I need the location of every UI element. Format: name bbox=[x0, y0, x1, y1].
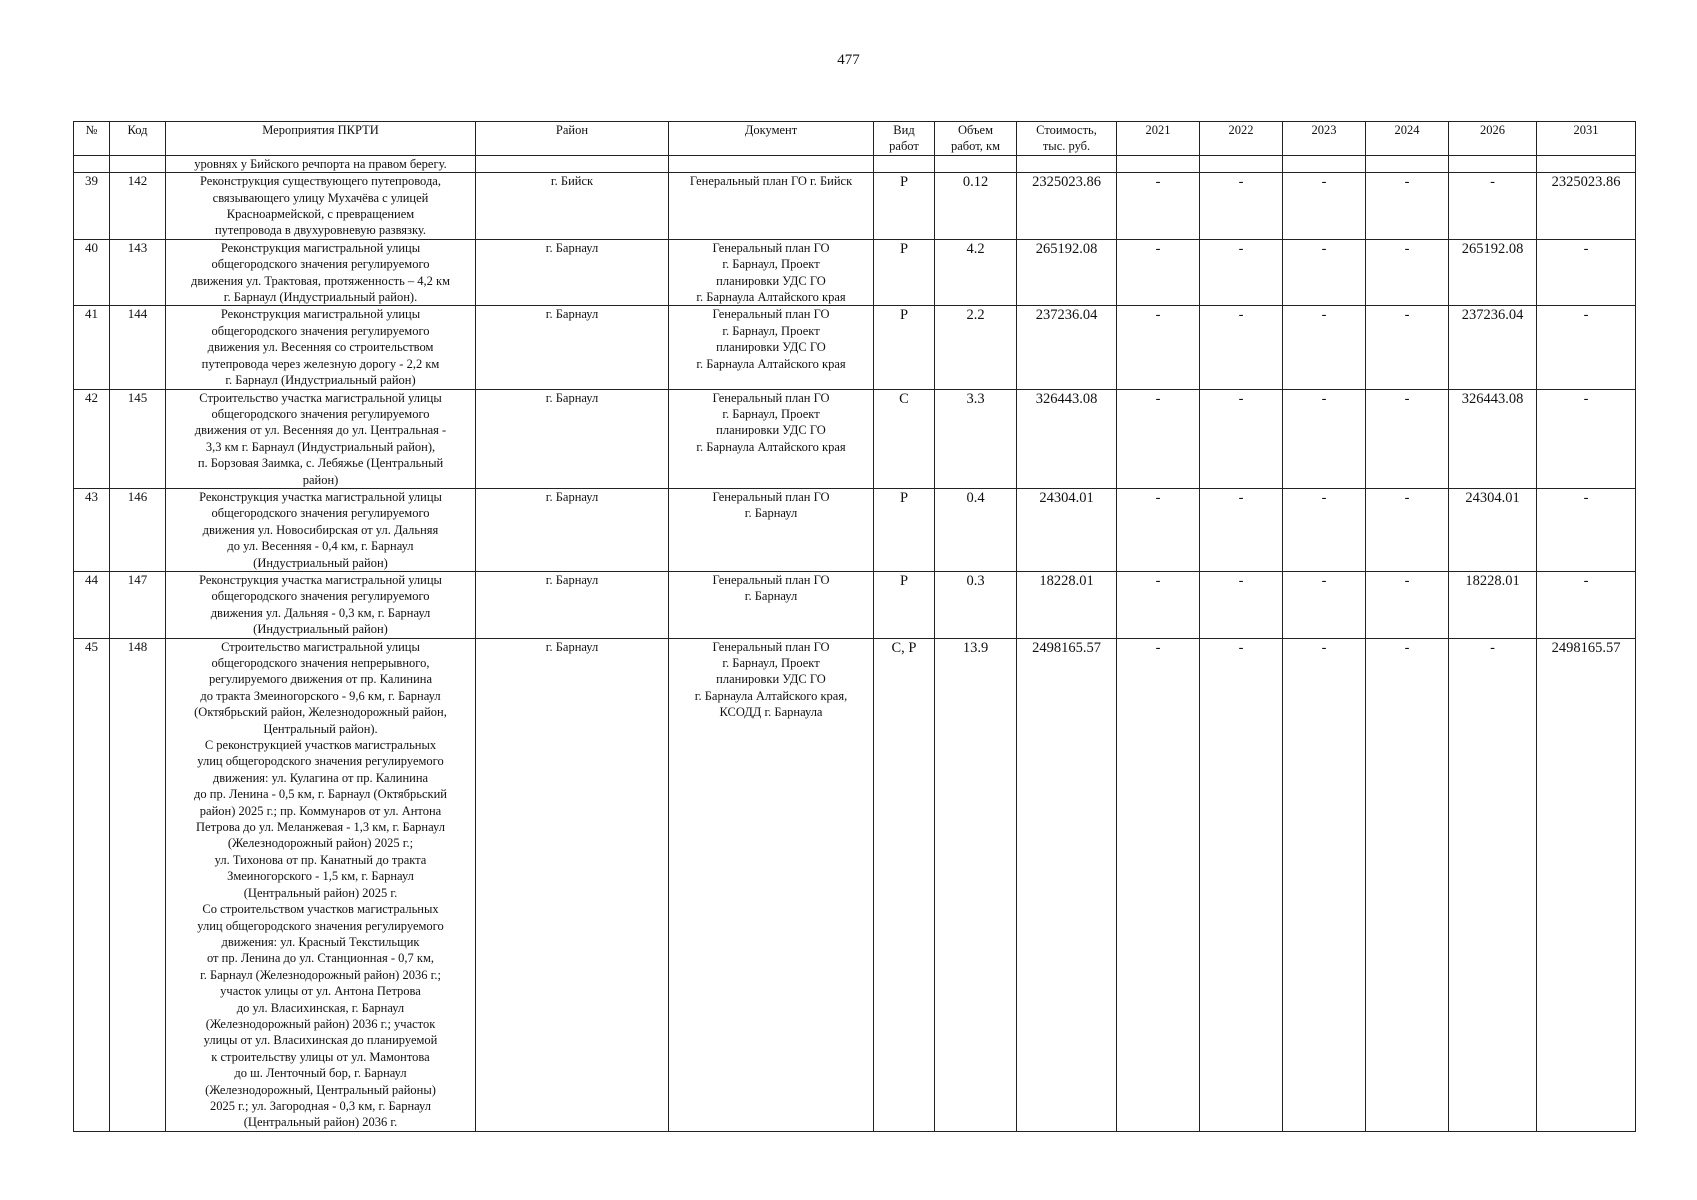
cell-measure: Строительство участка магистральной улицы общегородского значения регулируемого движения от ул. Весенняя до ул. Центральная - 3,3 км г. Барнаул (Индустриальный район), п. Борзовая Заимка, с. Лебяжье (Центральный район) bbox=[166, 389, 476, 488]
cell-2021: - bbox=[1117, 571, 1200, 638]
header-measure: Мероприятия ПКРТИ bbox=[166, 122, 476, 156]
header-2031: 2031 bbox=[1537, 122, 1636, 156]
cell-2021: - bbox=[1117, 638, 1200, 1131]
cell-2021: - bbox=[1117, 488, 1200, 571]
cell-work-type: Р bbox=[874, 306, 935, 389]
cell-2026: 237236.04 bbox=[1449, 306, 1537, 389]
page-number: 477 bbox=[837, 52, 860, 68]
cell-volume: 3.3 bbox=[935, 389, 1017, 488]
cell-2023: - bbox=[1283, 488, 1366, 571]
cell-2021: - bbox=[1117, 306, 1200, 389]
cell-2022: - bbox=[1200, 173, 1283, 240]
continuation-cell-2023 bbox=[1283, 155, 1366, 172]
table-body bbox=[74, 155, 1636, 1131]
cell-2024: - bbox=[1366, 389, 1449, 488]
cell-cost: 24304.01 bbox=[1017, 488, 1117, 571]
cell-district: г. Барнаул bbox=[476, 306, 669, 389]
cell-work-type: Р bbox=[874, 239, 935, 306]
cell-measure: Реконструкция магистральной улицы общегородского значения регулируемого движения ул. Трактовая, протяженность – 4,2 км г. Барнаул (Индустриальный район). bbox=[166, 239, 476, 306]
header-cost: Стоимость, тыс. руб. bbox=[1017, 122, 1117, 156]
cell-work-type: С bbox=[874, 389, 935, 488]
program-table-wrapper bbox=[73, 121, 1636, 1132]
cell-number: 40 bbox=[74, 239, 110, 306]
table-row bbox=[74, 488, 1636, 571]
cell-number: 39 bbox=[74, 173, 110, 240]
cell-code: 142 bbox=[110, 173, 166, 240]
cell-cost: 326443.08 bbox=[1017, 389, 1117, 488]
cell-volume: 0.3 bbox=[935, 571, 1017, 638]
cell-document: Генеральный план ГО г. Барнаул, Проект планировки УДС ГО г. Барнаула Алтайского края bbox=[669, 239, 874, 306]
cell-2026: 265192.08 bbox=[1449, 239, 1537, 306]
continuation-cell-number bbox=[74, 155, 110, 172]
cell-code: 148 bbox=[110, 638, 166, 1131]
cell-number: 44 bbox=[74, 571, 110, 638]
continuation-cell-2024 bbox=[1366, 155, 1449, 172]
cell-2022: - bbox=[1200, 389, 1283, 488]
cell-volume: 0.12 bbox=[935, 173, 1017, 240]
cell-document: Генеральный план ГО г. Барнаул bbox=[669, 571, 874, 638]
cell-2022: - bbox=[1200, 488, 1283, 571]
table-row bbox=[74, 306, 1636, 389]
cell-measure: Реконструкция участка магистральной улицы общегородского значения регулируемого движения ул. Новосибирская от ул. Дальняя до ул. Весенняя - 0,4 км, г. Барнаул (Индустриальный район) bbox=[166, 488, 476, 571]
cell-2022: - bbox=[1200, 571, 1283, 638]
cell-2023: - bbox=[1283, 389, 1366, 488]
table-row bbox=[74, 173, 1636, 240]
cell-district: г. Барнаул bbox=[476, 488, 669, 571]
cell-2026: - bbox=[1449, 638, 1537, 1131]
continuation-cell-code bbox=[110, 155, 166, 172]
cell-2031: - bbox=[1537, 389, 1636, 488]
header-2023: 2023 bbox=[1283, 122, 1366, 156]
cell-code: 143 bbox=[110, 239, 166, 306]
cell-2023: - bbox=[1283, 571, 1366, 638]
cell-cost: 2498165.57 bbox=[1017, 638, 1117, 1131]
cell-volume: 13.9 bbox=[935, 638, 1017, 1131]
cell-measure: Реконструкция участка магистральной улицы общегородского значения регулируемого движения ул. Дальняя - 0,3 км, г. Барнаул (Индустриальный район) bbox=[166, 571, 476, 638]
cell-2024: - bbox=[1366, 173, 1449, 240]
continuation-cell-work-type bbox=[874, 155, 935, 172]
cell-work-type: Р bbox=[874, 173, 935, 240]
cell-2024: - bbox=[1366, 571, 1449, 638]
header-district: Район bbox=[476, 122, 669, 156]
cell-code: 145 bbox=[110, 389, 166, 488]
cell-2022: - bbox=[1200, 239, 1283, 306]
cell-document: Генеральный план ГО г. Барнаул, Проект планировки УДС ГО г. Барнаула Алтайского края, КСОДД г. Барнаула bbox=[669, 638, 874, 1131]
cell-measure: Реконструкция существующего путепровода, связывающего улицу Мухачёва с улицей Красноармейской, с превращением путепровода в двухуровневую развязку. bbox=[166, 173, 476, 240]
cell-volume: 4.2 bbox=[935, 239, 1017, 306]
continuation-cell-2022 bbox=[1200, 155, 1283, 172]
cell-work-type: Р bbox=[874, 571, 935, 638]
cell-2021: - bbox=[1117, 239, 1200, 306]
cell-2026: 24304.01 bbox=[1449, 488, 1537, 571]
continuation-cell-volume bbox=[935, 155, 1017, 172]
cell-district: г. Барнаул bbox=[476, 571, 669, 638]
continuation-cell-district bbox=[476, 155, 669, 172]
cell-cost: 237236.04 bbox=[1017, 306, 1117, 389]
cell-2023: - bbox=[1283, 638, 1366, 1131]
continuation-cell-2021 bbox=[1117, 155, 1200, 172]
cell-2023: - bbox=[1283, 306, 1366, 389]
cell-2031: 2498165.57 bbox=[1537, 638, 1636, 1131]
continuation-cell-document bbox=[669, 155, 874, 172]
table-row bbox=[74, 389, 1636, 488]
cell-2026: 326443.08 bbox=[1449, 389, 1537, 488]
cell-number: 43 bbox=[74, 488, 110, 571]
cell-2024: - bbox=[1366, 239, 1449, 306]
cell-2022: - bbox=[1200, 306, 1283, 389]
cell-2031: - bbox=[1537, 571, 1636, 638]
continuation-row bbox=[74, 155, 1636, 172]
cell-district: г. Бийск bbox=[476, 173, 669, 240]
cell-number: 45 bbox=[74, 638, 110, 1131]
cell-measure: Строительство магистральной улицы общегородского значения непрерывного, регулируемого движения от пр. Калинина до тракта Змеиногорского - 9,6 км, г. Барнаул (Октябрьский район, Железнодорожный район, Центральный район). С реконструкцией участков магистральных улиц общегородского значения регулируемого движения: ул. Кулагина от пр. Калинина до пр. Ленина - 0,5 км, г. Барнаул (Октябрьский район) 2025 г.; пр. Коммунаров от ул. Антона Петрова до ул. Меланжевая - 1,3 км, г. Барнаул (Железнодорожный район) 2025 г.; ул. Тихонова от пр. Канатный до тракта Змеиногорского - 1,5 км, г. Барнаул (Центральный район) 2025 г. Со строительством участков магистральных улиц общегородского значения регулируемого движения: ул. Красный Текстильщик от пр. Ленина до ул. Станционная - 0,7 км, г. Барнаул (Железнодорожный район) 2036 г.; участок улицы от ул. Антона Петрова до ул. Власихинская, г. Барнаул (Железнодорожный район) 2036 г.; участок улицы от ул. Власихинская до планируемой к строительству улицы от ул. Мамонтова до ш. Ленточный бор, г. Барнаул (Железнодорожный, Центральный районы) 2025 г.; ул. Загородная - 0,3 км, г. Барнаул (Центральный район) 2036 г. bbox=[166, 638, 476, 1131]
cell-document: Генеральный план ГО г. Барнаул, Проект планировки УДС ГО г. Барнаула Алтайского края bbox=[669, 389, 874, 488]
cell-volume: 0.4 bbox=[935, 488, 1017, 571]
cell-2021: - bbox=[1117, 389, 1200, 488]
header-row bbox=[74, 122, 1636, 156]
cell-code: 144 bbox=[110, 306, 166, 389]
cell-2021: - bbox=[1117, 173, 1200, 240]
cell-cost: 265192.08 bbox=[1017, 239, 1117, 306]
cell-district: г. Барнаул bbox=[476, 638, 669, 1131]
table-head bbox=[74, 122, 1636, 156]
table-row bbox=[74, 239, 1636, 306]
cell-work-type: Р bbox=[874, 488, 935, 571]
cell-district: г. Барнаул bbox=[476, 239, 669, 306]
cell-2024: - bbox=[1366, 638, 1449, 1131]
cell-document: Генеральный план ГО г. Бийск bbox=[669, 173, 874, 240]
header-work-type: Вид работ bbox=[874, 122, 935, 156]
cell-2031: - bbox=[1537, 239, 1636, 306]
cell-number: 42 bbox=[74, 389, 110, 488]
cell-2023: - bbox=[1283, 239, 1366, 306]
cell-document: Генеральный план ГО г. Барнаул bbox=[669, 488, 874, 571]
cell-2026: - bbox=[1449, 173, 1537, 240]
continuation-cell-cost bbox=[1017, 155, 1117, 172]
cell-2023: - bbox=[1283, 173, 1366, 240]
continuation-cell-2026 bbox=[1449, 155, 1537, 172]
cell-2031: 2325023.86 bbox=[1537, 173, 1636, 240]
table-row bbox=[74, 571, 1636, 638]
cell-2031: - bbox=[1537, 306, 1636, 389]
header-code: Код bbox=[110, 122, 166, 156]
cell-number: 41 bbox=[74, 306, 110, 389]
header-volume: Объем работ, км bbox=[935, 122, 1017, 156]
cell-2022: - bbox=[1200, 638, 1283, 1131]
header-2026: 2026 bbox=[1449, 122, 1537, 156]
header-document: Документ bbox=[669, 122, 874, 156]
cell-volume: 2.2 bbox=[935, 306, 1017, 389]
cell-work-type: С, Р bbox=[874, 638, 935, 1131]
cell-2031: - bbox=[1537, 488, 1636, 571]
header-2021: 2021 bbox=[1117, 122, 1200, 156]
cell-cost: 2325023.86 bbox=[1017, 173, 1117, 240]
cell-district: г. Барнаул bbox=[476, 389, 669, 488]
cell-2024: - bbox=[1366, 306, 1449, 389]
cell-cost: 18228.01 bbox=[1017, 571, 1117, 638]
program-table bbox=[73, 121, 1636, 1132]
cell-document: Генеральный план ГО г. Барнаул, Проект планировки УДС ГО г. Барнаула Алтайского края bbox=[669, 306, 874, 389]
table-row bbox=[74, 638, 1636, 1131]
header-number: № bbox=[74, 122, 110, 156]
cell-code: 147 bbox=[110, 571, 166, 638]
cell-2024: - bbox=[1366, 488, 1449, 571]
cell-measure: Реконструкция магистральной улицы общегородского значения регулируемого движения ул. Весенняя со строительством путепровода через железную дорогу - 2,2 км г. Барнаул (Индустриальный район) bbox=[166, 306, 476, 389]
cell-code: 146 bbox=[110, 488, 166, 571]
cell-2026: 18228.01 bbox=[1449, 571, 1537, 638]
continuation-cell-2031 bbox=[1537, 155, 1636, 172]
header-2022: 2022 bbox=[1200, 122, 1283, 156]
continuation-cell-text: уровнях у Бийского речпорта на правом берегу. bbox=[166, 155, 476, 172]
header-2024: 2024 bbox=[1366, 122, 1449, 156]
